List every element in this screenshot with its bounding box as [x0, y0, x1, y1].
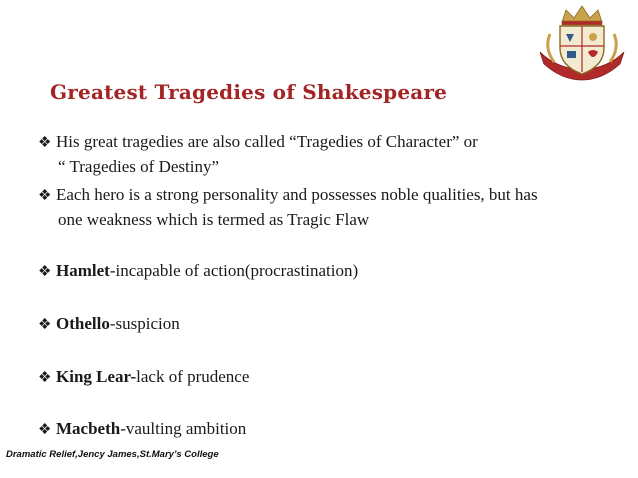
bullet-text: Each hero is a strong personality and possesses noble qualities, but has [56, 185, 538, 204]
tragedy-title: Othello [56, 314, 110, 333]
tragedy-flaw: lack of prudence [136, 367, 250, 386]
tragedy-title: King Lear- [56, 367, 137, 386]
list-item [38, 182, 538, 209]
tragedy-flaw: -suspicion [109, 314, 180, 333]
slide-footer: Dramatic Relief,Jency James,St.Mary’s College [6, 449, 219, 460]
tragedy-title: Macbeth [56, 419, 121, 438]
list-item [38, 129, 478, 156]
slide-title: Greatest Tragedies of Shakespeare [50, 80, 448, 104]
diamond-bullet-icon: ❖ [38, 188, 52, 204]
list-item [38, 311, 180, 338]
bullet-text: His great tragedies are also called “Tragedies of Character” or [56, 132, 478, 151]
diamond-bullet-icon: ❖ [38, 264, 52, 280]
bullet-continuation: one weakness which is termed as Tragic Flaw [58, 210, 370, 229]
diamond-bullet-icon: ❖ [38, 135, 52, 151]
college-crest-icon [536, 4, 628, 82]
diamond-bullet-icon: ❖ [38, 370, 52, 386]
list-item [38, 364, 249, 391]
diamond-bullet-icon: ❖ [38, 422, 52, 438]
diamond-bullet-icon: ❖ [38, 317, 52, 333]
tragedy-flaw: -incapable of action(procrastination) [109, 261, 359, 280]
bullet-continuation: “ Tragedies of Destiny” [58, 157, 220, 176]
tragedy-title: Hamlet [56, 261, 110, 280]
tragedy-flaw: -vaulting ambition [120, 419, 247, 438]
list-item [38, 258, 358, 285]
list-item [38, 416, 246, 443]
